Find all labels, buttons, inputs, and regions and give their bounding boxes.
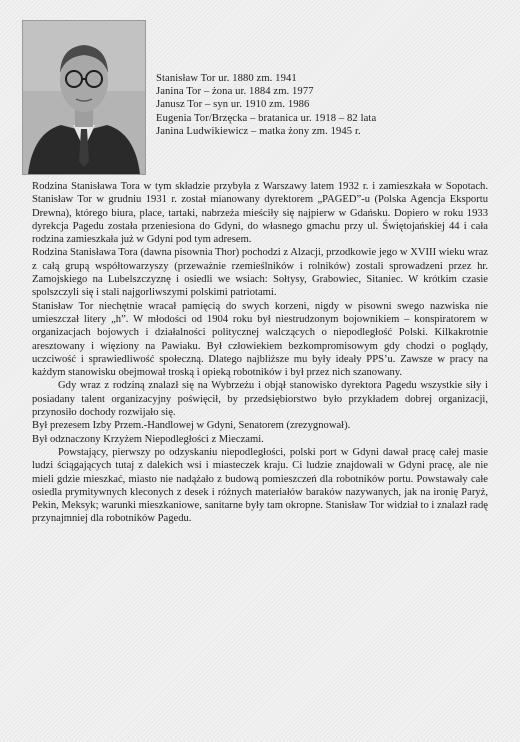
biography-text xyxy=(32,180,488,526)
caption-line: Stanisław Tor ur. 1880 zm. 1941 xyxy=(156,73,297,84)
caption-line: Janina Ludwikiewicz – matka żony zm. 1945 r. xyxy=(156,125,361,137)
paragraph: Gdy wraz z rodziną znalazł się na Wybrzeżu i objął stanowisko dyrektora Pagedu wszystkie siły i posiadany talent organizacyjny poświęcił, by przedsiębiorstwo było przykładem dobrej organizacji, przynosiło dochody rozwijało się. xyxy=(32,380,488,419)
caption-line: Janusz Tor – syn ur. 1910 zm. 1986 xyxy=(156,99,310,111)
portrait-photo xyxy=(22,20,146,175)
caption-line: Eugenia Tor/Brzęcka – bratanica ur. 1918 – 82 lata xyxy=(156,112,377,124)
paragraph: Stanisław Tor niechętnie wracał pamięcią do swych korzeni, nigdy w pisowni swego nazwiska nie umieszczał litery „h”. W młodości od 1904 roku był niestrudzonym bojownikiem – konspiratorem w organizacjach bojowych i działalności politycznej walczących o niepodległość Polski. Kilkakrotnie aresztowany i więziony na Pawiaku. Był człowiekiem bezkompromisowym gdy chodzi o poglądy, uczciwość i sprawiedliwość społeczną. Dlatego najbliższe mu były ideały PPS’u. Zawsze w pracy na każdym stanowisku obejmował troską i opieką robotników i był przez nich szanowany. xyxy=(32,300,488,379)
paragraph: Powstający, pierwszy po odzyskaniu niepodległości, polski port w Gdyni dawał pracę całej masie ludzi ściągających tutaj z dalekich wsi i miasteczek kraju. Ci ludzie znajdowali w Gdyni pracę, ale nie mieli gdzie mieszkać, miasto nie nadążało z budową pomieszczeń dla robotników portu. Powstawały całe osiedla prymitywnych kleconych z desek i różnych materiałów baraków nazywanych, jak na ironię Paryż, Pekin, Meksyk; warunki mieszkaniowe, sanitarne były tam okropne. Stanisław Tor widział to i znalazł radę przynajmniej dla robotników Pagedu. xyxy=(32,446,488,525)
paragraph: Był prezesem Izby Przem.-Handlowej w Gdyni, Senatorem (zrezygnował). xyxy=(32,420,351,432)
portrait-figure xyxy=(23,21,145,174)
family-caption xyxy=(156,72,496,138)
paragraph: Rodzina Stanisława Tora (dawna pisownia Thor) pochodzi z Alzacji, przodkowie jego w XVIII wieku wraz z całą grupą współtowarzyszy (przeważnie rzemieślników i rolników) zostali sprowadzeni przez hr. Zamojskiego na Lubelszczyznę i osiedli we wsiach: Sołtysy, Grabowiec, Sitaniec. W krótkim czasie spolszczyli się i stali najgorliwszymi polskimi patriotami. xyxy=(32,247,488,299)
caption-line: Janina Tor – żona ur. 1884 zm. 1977 xyxy=(156,86,314,98)
paragraph: Rodzina Stanisława Tora w tym składzie przybyła z Warszawy latem 1932 r. i zamieszkała w Sopotach. Stanisław Tor w grudniu 1931 r. został mianowany dyrektorem „PAGED”-u (Polska Agencja Eksportu Drewna), którego biura, place, tartaki, nabrzeża mieściły się najpierw w Gdańsku. Dopiero w roku 1933 dyrekcja Pagedu została przeniesiona do Gdyni, do własnego gmachu przy ul. Świętojańskiej 44 i cała rodzina zamieszkała już w Gdyni pod tym adresem. xyxy=(32,181,488,246)
paragraph: Był odznaczony Krzyżem Niepodległości z Mieczami. xyxy=(32,433,264,445)
